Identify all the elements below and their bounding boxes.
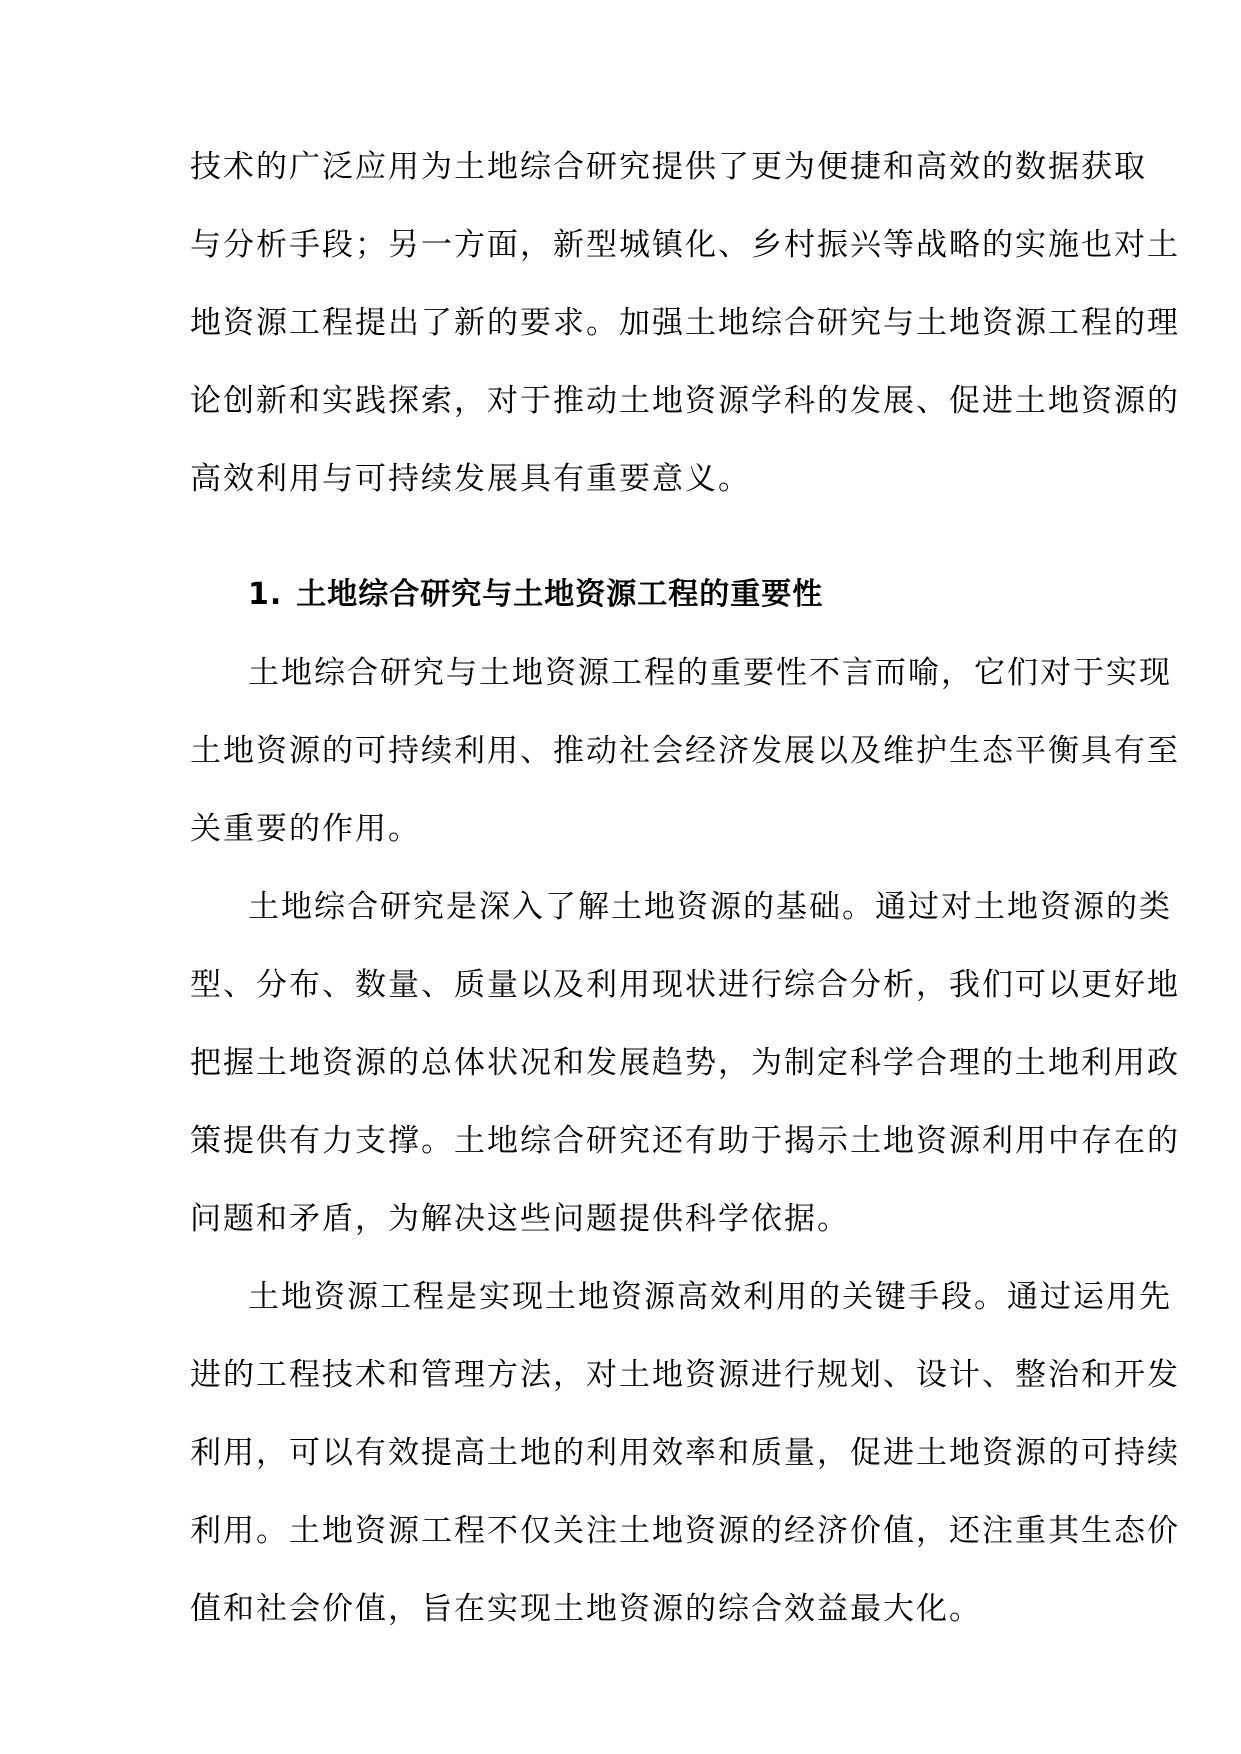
text-line: 策提供有力支撑。土地综合研究还有助于揭示土地资源利用中存在的 bbox=[190, 1123, 1180, 1159]
text-line: 地资源工程提出了新的要求。加强土地综合研究与土地资源工程的理 bbox=[190, 305, 1180, 341]
text-line: 高效利用与可持续发展具有重要意义。 bbox=[190, 461, 751, 497]
text-line: 型、分布、数量、质量以及利用现状进行综合分析，我们可以更好地 bbox=[190, 967, 1180, 1003]
text-line: 土地综合研究是深入了解土地资源的基础。通过对土地资源的类 bbox=[248, 889, 1172, 925]
paragraph-intro bbox=[190, 128, 1180, 518]
paragraph-2 bbox=[190, 868, 1180, 1258]
paragraph-3 bbox=[190, 1258, 1180, 1648]
text-line: 问题和矛盾，为解决这些问题提供科学依据。 bbox=[190, 1201, 850, 1237]
section-number: 1. bbox=[248, 577, 283, 612]
text-line: 土地综合研究与土地资源工程的重要性不言而喻，它们对于实现 bbox=[248, 655, 1172, 691]
text-line: 把握土地资源的总体状况和发展趋势，为制定科学合理的土地利用政 bbox=[190, 1045, 1180, 1081]
text-line: 进的工程技术和管理方法，对土地资源进行规划、设计、整治和开发 bbox=[190, 1357, 1180, 1393]
text-line: 与分析手段；另一方面，新型城镇化、乡村振兴等战略的实施也对土 bbox=[190, 227, 1180, 263]
text-line: 利用。土地资源工程不仅关注土地资源的经济价值，还注重其生态价 bbox=[190, 1513, 1180, 1549]
text-line: 关重要的作用。 bbox=[190, 811, 421, 847]
text-line: 土地资源的可持续利用、推动社会经济发展以及维护生态平衡具有至 bbox=[190, 733, 1180, 769]
paragraph-1 bbox=[190, 634, 1180, 868]
text-line: 土地资源工程是实现土地资源高效利用的关键手段。通过运用先 bbox=[248, 1279, 1172, 1315]
text-line: 利用，可以有效提高土地的利用效率和质量，促进土地资源的可持续 bbox=[190, 1435, 1180, 1471]
section-heading bbox=[190, 556, 1050, 634]
text-line: 论创新和实践探索，对于推动土地资源学科的发展、促进土地资源的 bbox=[190, 383, 1180, 419]
document-body bbox=[190, 128, 1180, 1648]
text-line: 技术的广泛应用为土地综合研究提供了更为便捷和高效的数据获取 bbox=[190, 149, 1147, 185]
text-line: 值和社会价值，旨在实现土地资源的综合效益最大化。 bbox=[190, 1591, 982, 1627]
section-title: 土地综合研究与土地资源工程的重要性 bbox=[296, 577, 824, 612]
